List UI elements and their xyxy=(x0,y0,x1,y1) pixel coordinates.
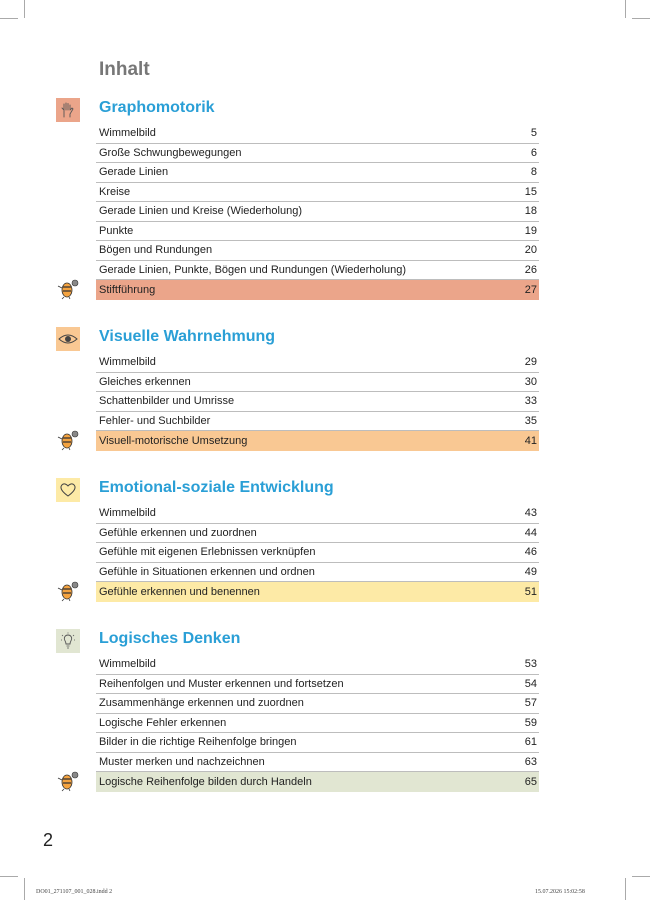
toc-entry[interactable] xyxy=(96,144,539,164)
toc-entry-label: Muster merken und nachzeichnen xyxy=(99,755,265,768)
toc-entry-label: Gleiches erkennen xyxy=(99,375,191,388)
toc-entry-page: 5 xyxy=(530,127,537,140)
toc-list xyxy=(96,353,539,451)
crop-mark xyxy=(632,876,650,877)
mascot-icon xyxy=(56,770,80,792)
toc-entry-label: Gefühle erkennen und zuordnen xyxy=(99,526,257,539)
toc-entry[interactable] xyxy=(96,655,539,675)
crop-mark xyxy=(0,876,18,877)
toc-entry-page: 8 xyxy=(530,166,537,179)
section-header xyxy=(56,98,540,122)
toc-entry-highlighted[interactable] xyxy=(96,582,539,602)
lightbulb-icon xyxy=(56,629,80,653)
toc-entry-label: Gerade Linien, Punkte, Bögen und Rundungen (Wiederholung) xyxy=(99,263,406,276)
section-title: Graphomotorik xyxy=(99,99,215,116)
toc-entry-label: Gerade Linien xyxy=(99,166,169,179)
toc-entry-label: Gefühle mit eigenen Erlebnissen verknüpfen xyxy=(99,546,316,559)
toc-entry[interactable] xyxy=(96,261,539,281)
toc-entry-page: 29 xyxy=(524,356,537,369)
section-visuelle-wahrnehmung xyxy=(56,327,540,451)
toc-entry-label: Logische Fehler erkennen xyxy=(99,716,227,729)
toc-entry-label: Große Schwungbewegungen xyxy=(99,146,242,159)
section-title: Emotional-soziale Entwicklung xyxy=(99,479,334,496)
toc-entry-label: Reihenfolgen und Muster erkennen und fortsetzen xyxy=(99,677,344,690)
toc-entry[interactable] xyxy=(96,353,539,373)
page-number: 2 xyxy=(43,830,54,850)
toc-entry-page: 30 xyxy=(524,375,537,388)
toc-list xyxy=(96,124,539,300)
toc-entry-page: 44 xyxy=(524,526,537,539)
toc-entry[interactable] xyxy=(96,753,539,773)
toc-entry-page: 53 xyxy=(524,658,537,671)
toc-entry-page: 65 xyxy=(524,775,537,788)
toc-entry-page: 59 xyxy=(524,716,537,729)
mascot-icon xyxy=(56,429,80,451)
toc-entry-label: Zusammenhänge erkennen und zuordnen xyxy=(99,697,304,710)
toc-entry-label: Logische Reihenfolge bilden durch Handeln xyxy=(99,775,312,788)
toc-entry-page: 33 xyxy=(524,395,537,408)
section-logisches-denken xyxy=(56,629,540,792)
toc-entry[interactable] xyxy=(96,124,539,144)
toc-entry-page: 26 xyxy=(524,263,537,276)
toc-entry-label: Bögen und Rundungen xyxy=(99,244,213,257)
toc-entry-label: Wimmelbild xyxy=(99,127,156,140)
toc-entry[interactable] xyxy=(96,543,539,563)
toc-entry-highlighted[interactable] xyxy=(96,280,539,300)
toc-entry-page: 63 xyxy=(524,755,537,768)
print-slug-file: DO01_271107_001_028.indd 2 xyxy=(36,889,113,895)
crop-mark xyxy=(625,0,626,18)
toc-entry-page: 35 xyxy=(524,414,537,427)
toc-entry-page: 61 xyxy=(524,736,537,749)
section-emotional-soziale-entwicklung xyxy=(56,478,540,602)
toc-entry[interactable] xyxy=(96,241,539,261)
section-header xyxy=(56,327,540,351)
toc-entry[interactable] xyxy=(96,412,539,432)
toc-entry[interactable] xyxy=(96,694,539,714)
toc-entry-page: 20 xyxy=(524,244,537,257)
toc-list xyxy=(96,504,539,602)
toc-entry[interactable] xyxy=(96,373,539,393)
toc-entry-label: Kreise xyxy=(99,185,131,198)
crop-mark xyxy=(632,18,650,19)
toc-entry-label: Visuell-motorische Umsetzung xyxy=(99,434,248,447)
toc-entry-page: 43 xyxy=(524,507,537,520)
crop-mark xyxy=(24,0,25,18)
section-header xyxy=(56,478,540,502)
toc-entry[interactable] xyxy=(96,733,539,753)
toc-entry-label: Punkte xyxy=(99,224,134,237)
toc-entry-label: Wimmelbild xyxy=(99,658,156,671)
crop-mark xyxy=(0,18,18,19)
toc-entry[interactable] xyxy=(96,163,539,183)
heart-icon xyxy=(56,478,80,502)
toc-entry[interactable] xyxy=(96,524,539,544)
toc-entry-page: 46 xyxy=(524,546,537,559)
toc-entry[interactable] xyxy=(96,675,539,695)
toc-entry-highlighted[interactable] xyxy=(96,431,539,451)
toc-entry-label: Gerade Linien und Kreise (Wiederholung) xyxy=(99,205,303,218)
toc-entry[interactable] xyxy=(96,202,539,222)
mascot-icon xyxy=(56,278,80,300)
toc-entry[interactable] xyxy=(96,504,539,524)
toc-entry-page: 18 xyxy=(524,205,537,218)
toc-entry-page: 27 xyxy=(524,283,537,296)
section-title: Visuelle Wahrnehmung xyxy=(99,328,276,345)
toc-entry-label: Gefühle in Situationen erkennen und ordnen xyxy=(99,565,315,578)
crop-mark xyxy=(24,878,25,900)
toc-entry-label: Bilder in die richtige Reihenfolge bringen xyxy=(99,736,297,749)
toc-entry-label: Stiftführung xyxy=(99,283,156,296)
toc-entry[interactable] xyxy=(96,183,539,203)
toc-entry-label: Gefühle erkennen und benennen xyxy=(99,585,260,598)
toc-entry-page: 6 xyxy=(530,146,537,159)
toc-entry-page: 49 xyxy=(524,565,537,578)
toc-entry-label: Schattenbilder und Umrisse xyxy=(99,395,235,408)
toc-entry-highlighted[interactable] xyxy=(96,772,539,792)
toc-entry-page: 51 xyxy=(524,585,537,598)
print-slug-date: 15.07.2026 15:02:58 xyxy=(535,889,585,895)
toc-entry-page: 19 xyxy=(524,224,537,237)
section-header xyxy=(56,629,540,653)
toc-entry[interactable] xyxy=(96,563,539,583)
toc-entry-label: Wimmelbild xyxy=(99,507,156,520)
mascot-icon xyxy=(56,580,80,602)
toc-entry-page: 15 xyxy=(524,185,537,198)
toc-entry[interactable] xyxy=(96,392,539,412)
toc-entry-page: 54 xyxy=(524,677,537,690)
toc-entry-label: Fehler- und Suchbilder xyxy=(99,414,211,427)
section-title: Logisches Denken xyxy=(99,630,241,647)
toc-list xyxy=(96,655,539,792)
toc-entry[interactable] xyxy=(96,222,539,242)
toc-entry-label: Wimmelbild xyxy=(99,356,156,369)
toc-entry-page: 57 xyxy=(524,697,537,710)
toc-entry[interactable] xyxy=(96,714,539,734)
crop-mark xyxy=(625,878,626,900)
page-title: Inhalt xyxy=(99,59,150,80)
toc-entry-page: 41 xyxy=(524,434,537,447)
section-graphomotorik xyxy=(56,98,540,300)
eye-icon xyxy=(56,327,80,351)
hand-icon xyxy=(56,98,80,122)
